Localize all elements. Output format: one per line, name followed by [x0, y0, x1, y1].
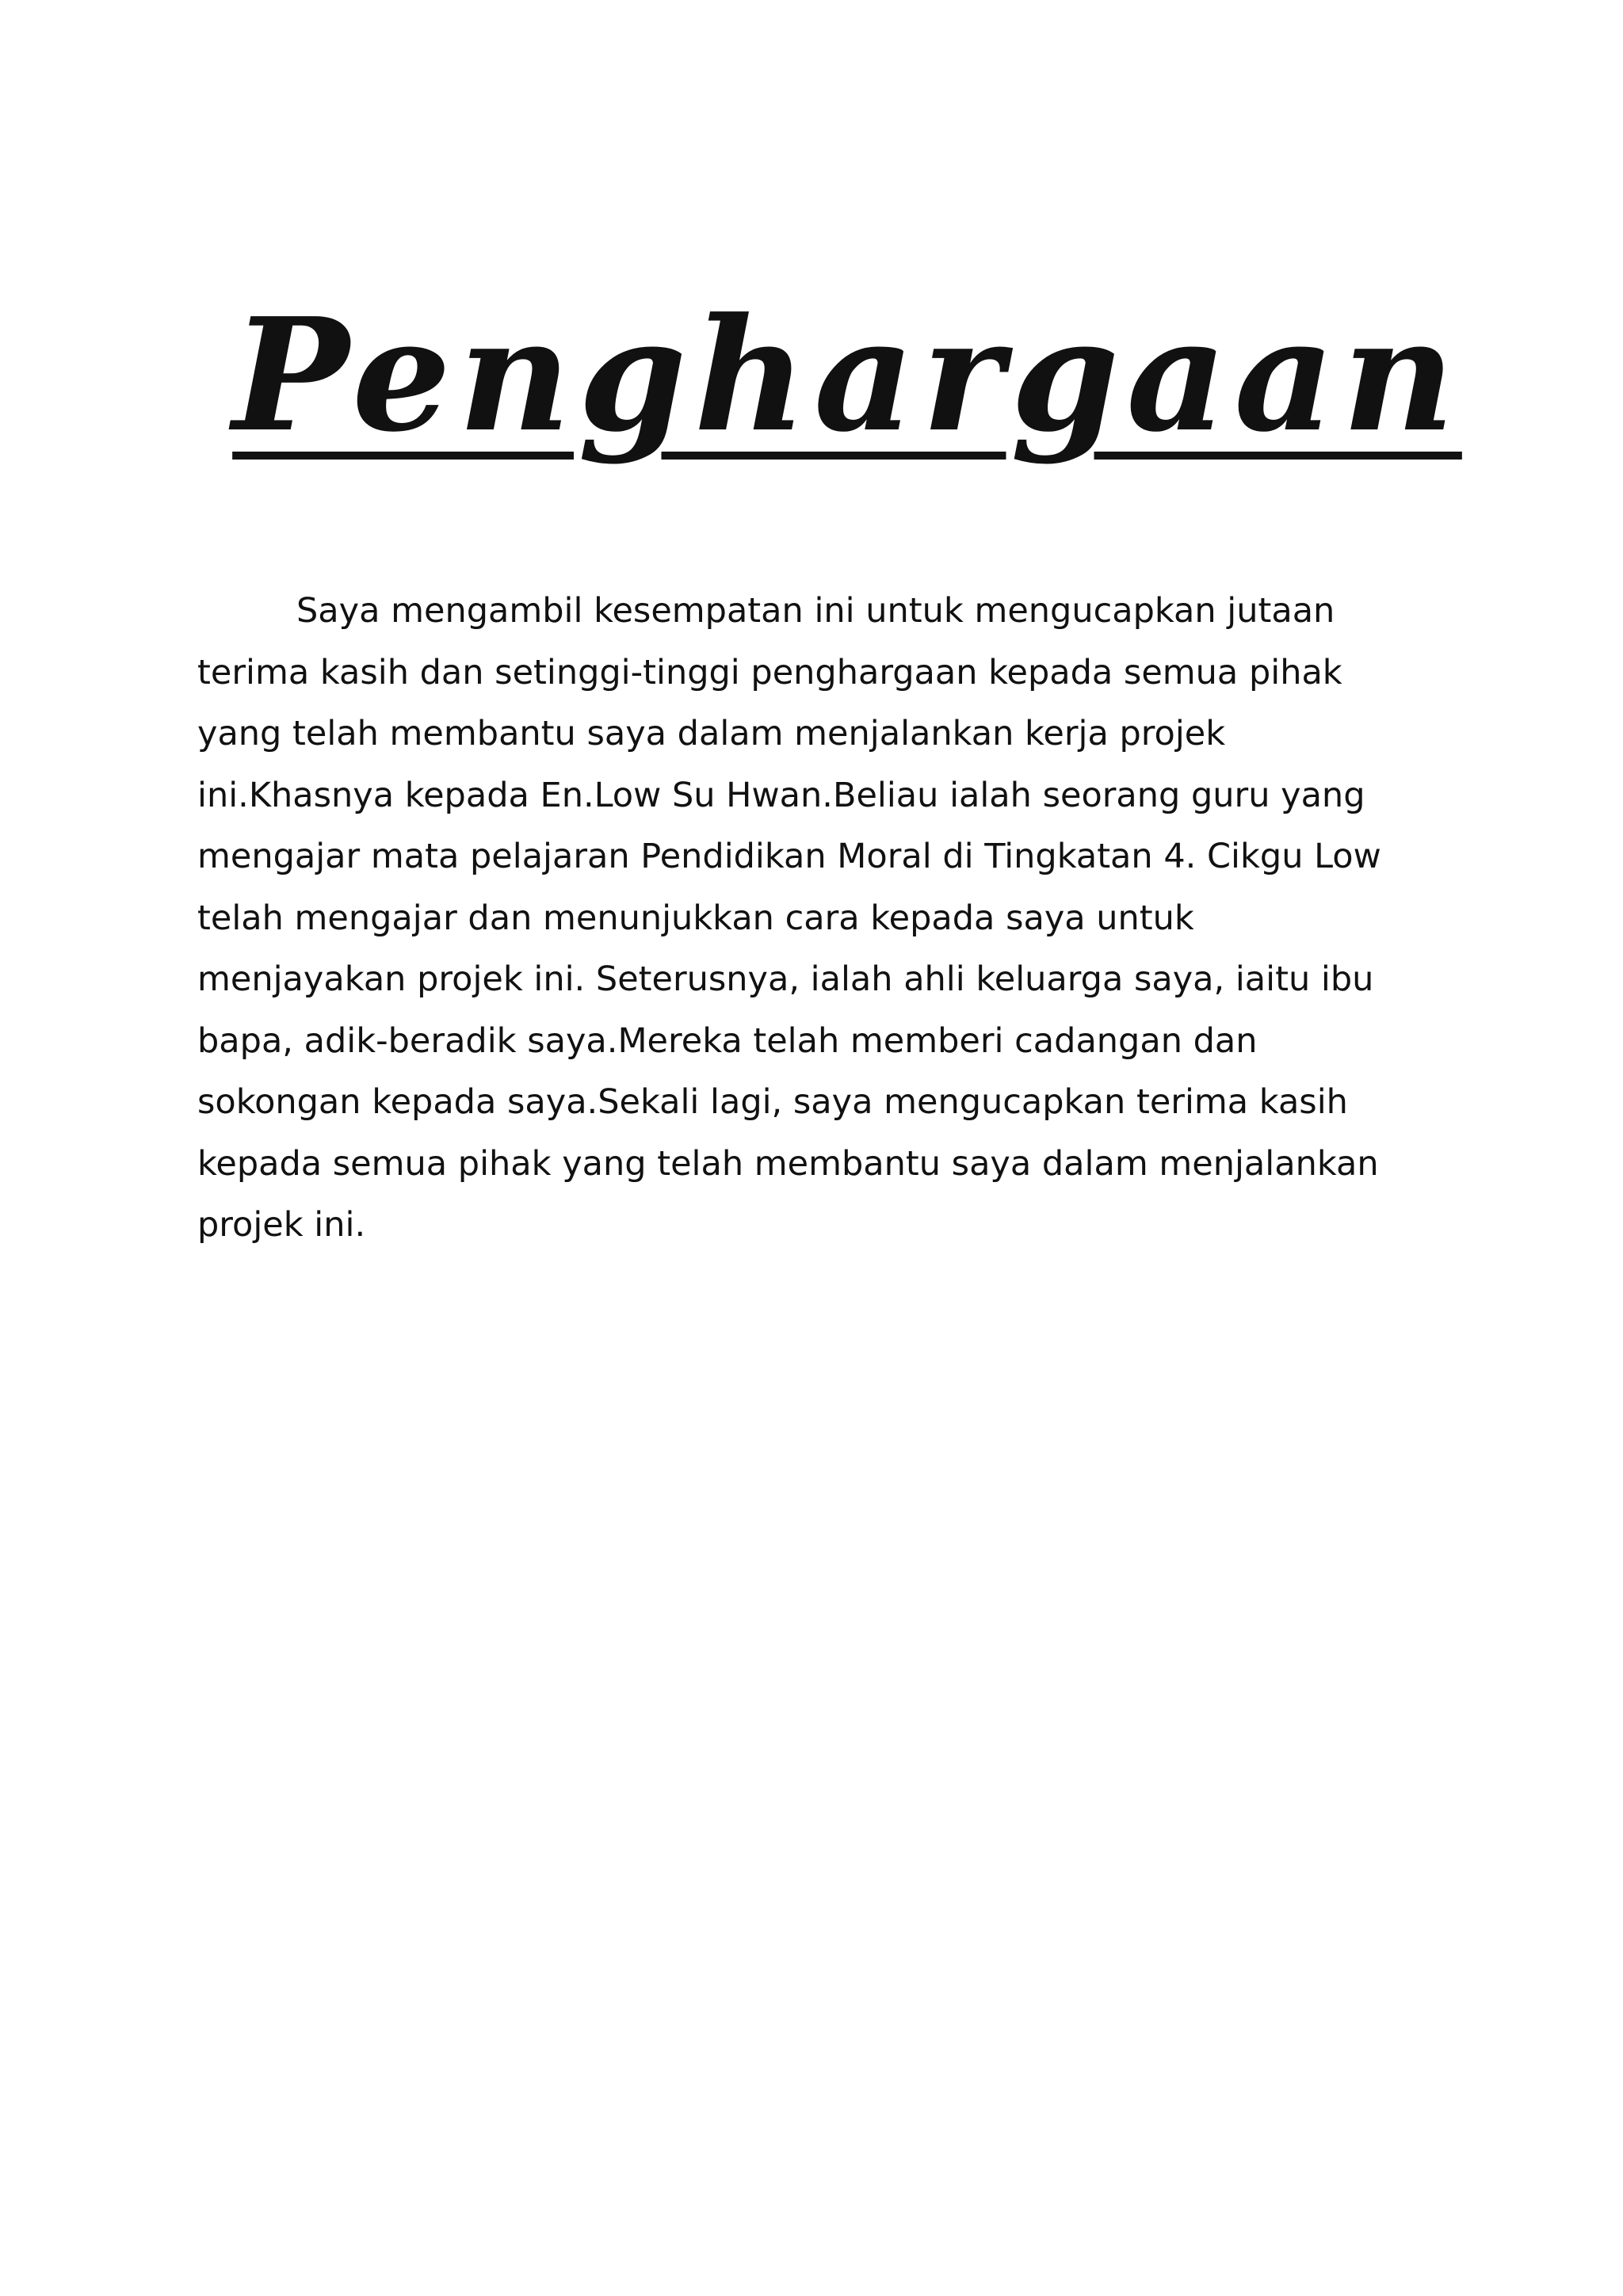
paragraph-line: ini.Khasnya kepada En.Low Su Hwan.Beliau ialah seorang guru yang — [197, 775, 1365, 815]
paragraph-line: bapa, adik-beradik saya.Mereka telah memberi cadangan dan — [197, 1020, 1258, 1061]
paragraph-line: sokongan kepada saya.Sekali lagi, saya mengucapkan terima kasih — [197, 1082, 1348, 1122]
paragraph-line: kepada semua pihak yang telah membantu saya dalam menjalankan — [197, 1143, 1379, 1184]
paragraph-line: telah mengajar dan menunjukkan cara kepada saya untuk — [197, 898, 1194, 938]
paragraph-line: yang telah membantu saya dalam menjalankan kerja projek — [197, 714, 1226, 753]
page-title: Penghargaan — [232, 284, 1462, 467]
acknowledgement-paragraph — [197, 581, 1449, 1257]
paragraph-line: mengajar mata pelajaran Pendidikan Moral di Tingkatan 4. Cikgu Low — [197, 837, 1381, 876]
paragraph-line: terima kasih dan setinggi-tinggi penghargaan kepada semua pihak — [197, 652, 1342, 692]
paragraph-line: projek ini. — [197, 1205, 366, 1245]
paragraph-line: Saya mengambil kesempatan ini untuk mengucapkan jutaan — [296, 591, 1335, 631]
title-container — [0, 194, 1623, 558]
paragraph-line: menjayakan projek ini. Seterusnya, ialah ahli keluarga saya, iaitu ibu — [197, 959, 1374, 999]
